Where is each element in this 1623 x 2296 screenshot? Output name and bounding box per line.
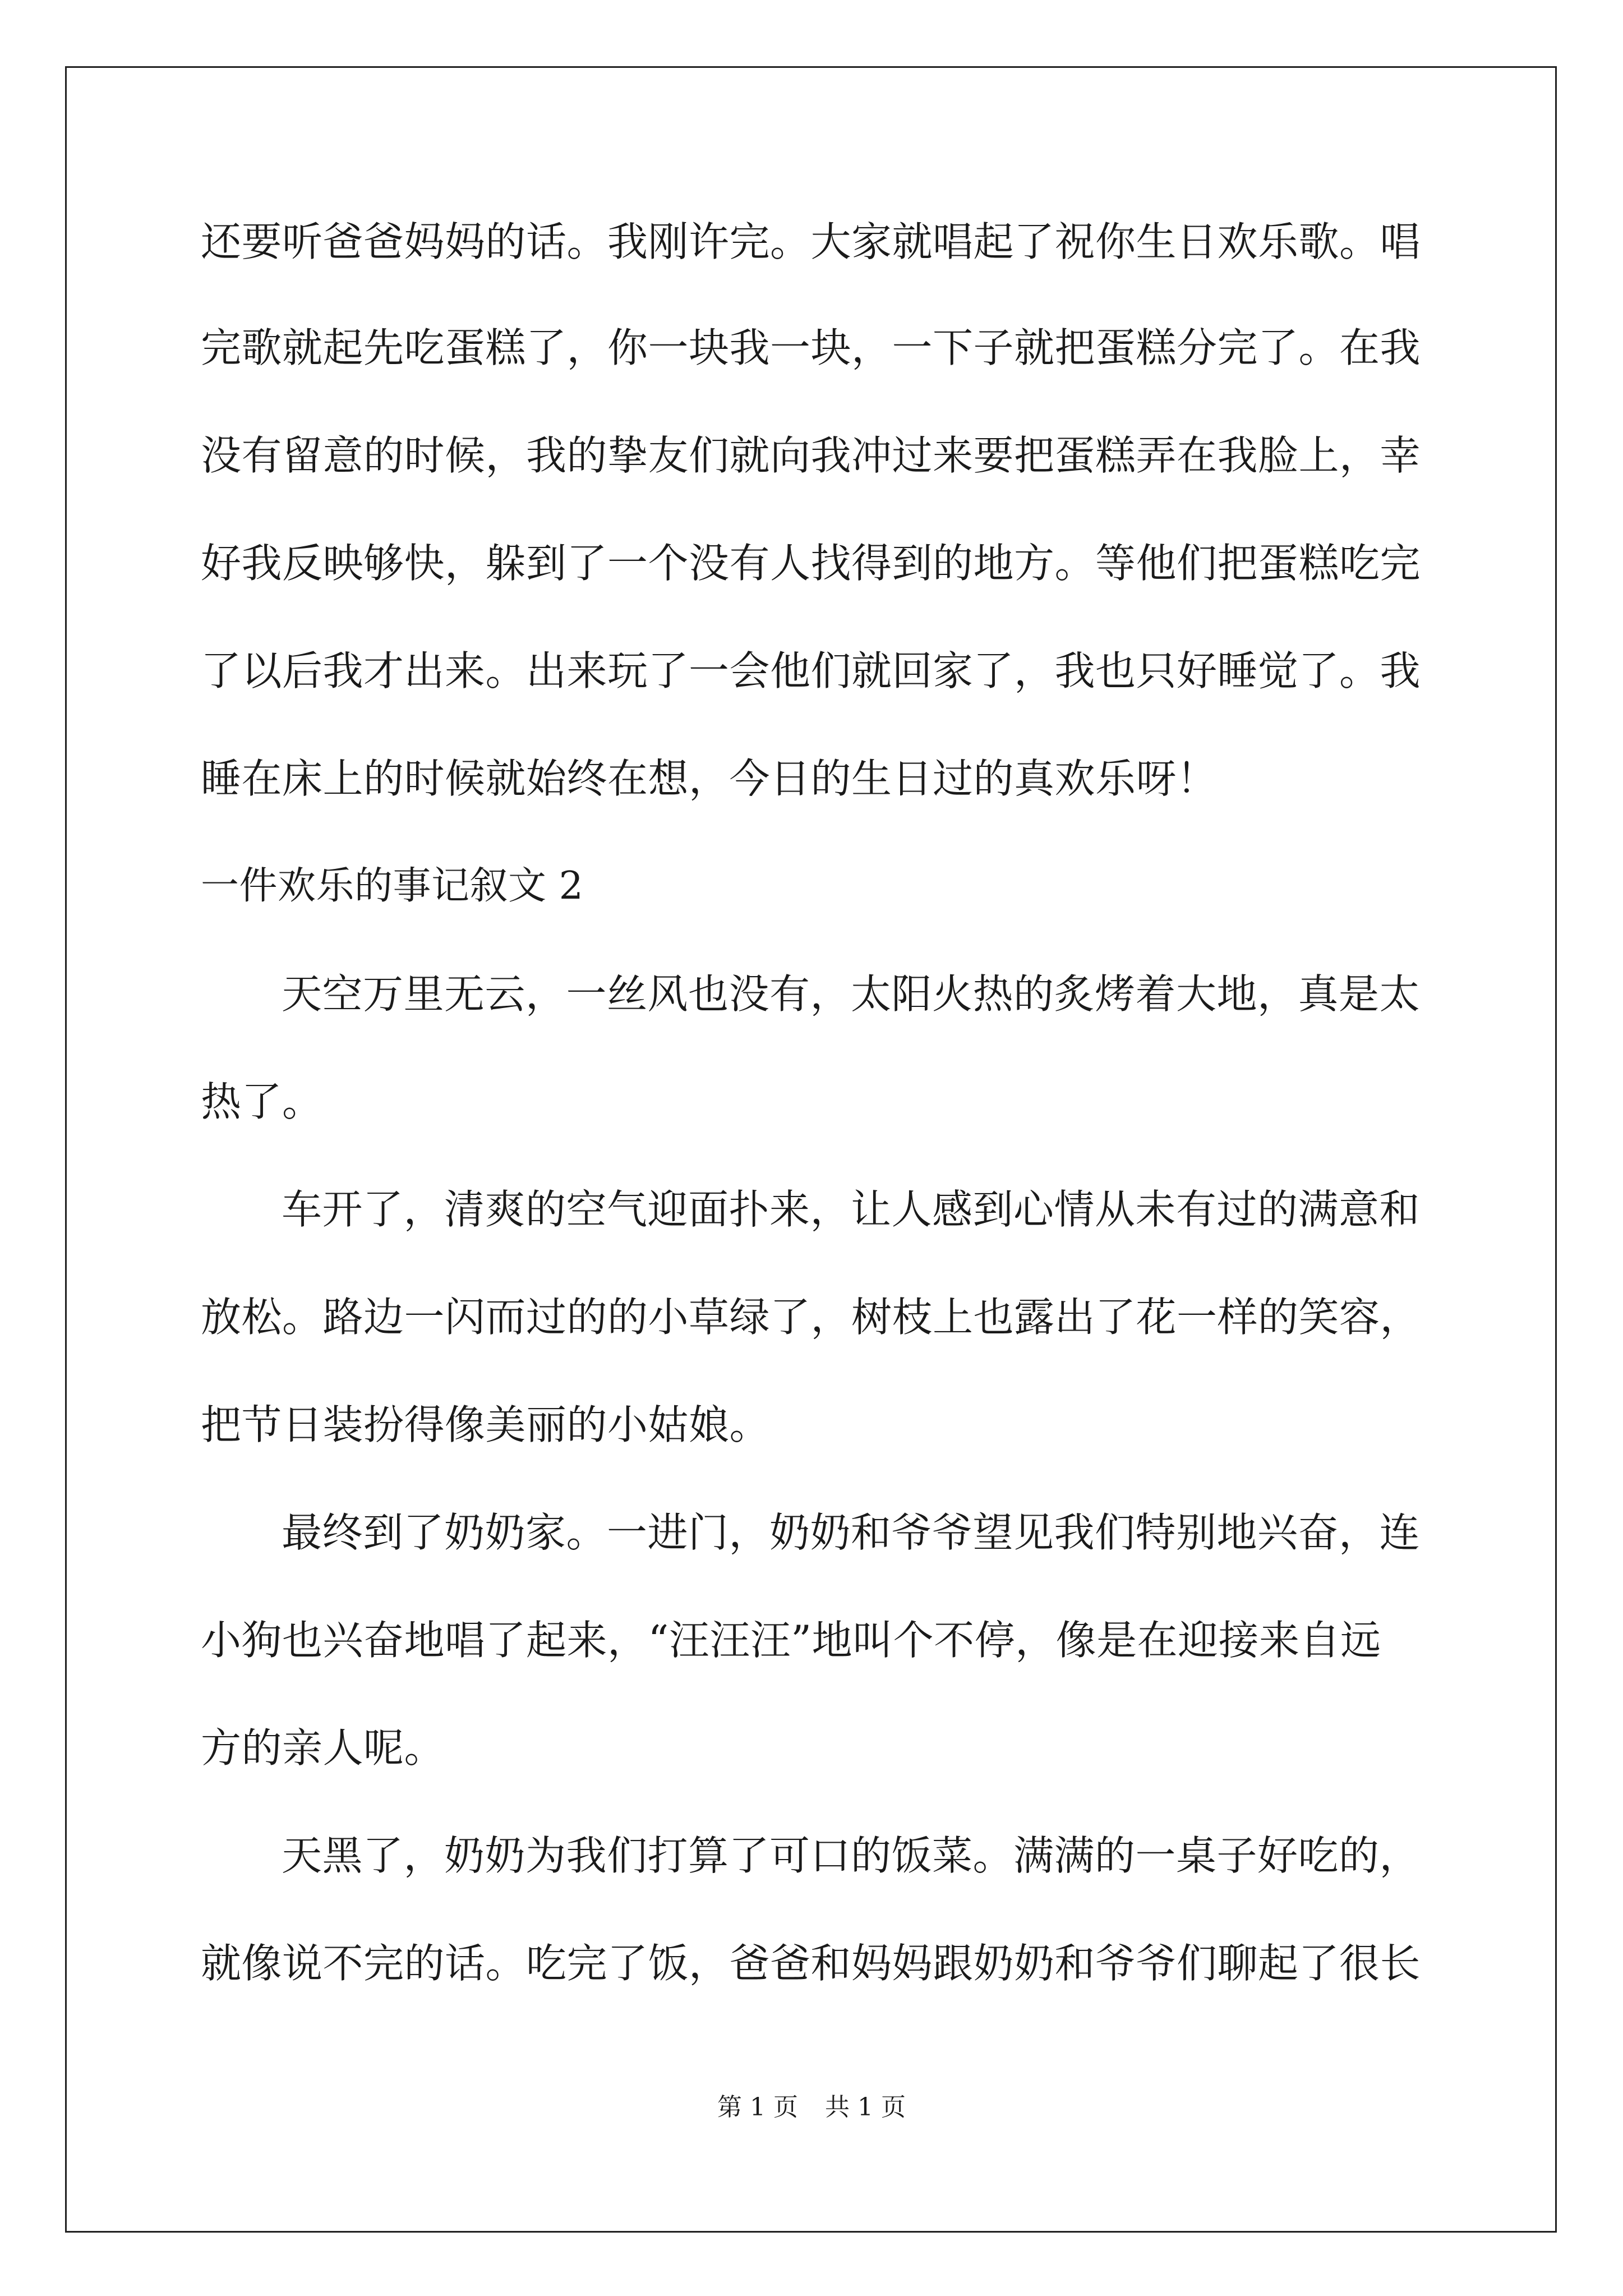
paragraph-line: 把节日装扮得像美丽的小姑娘。: [201, 1401, 771, 1448]
page-footer: [0, 2095, 1623, 2120]
paragraph-line: 了以后我才出来。出来玩了一会他们就回家了，我也只好睡觉了。我: [201, 647, 1421, 694]
paragraph-line: 小狗也兴奋地唱了起来，“汪汪汪”地叫个不停，像是在迎接来自远: [201, 1617, 1381, 1664]
paragraph-line: 车开了，清爽的空气迎面扑来，让人感到心情从未有过的满意和: [282, 1186, 1421, 1233]
section-heading: 一件欢乐的事记叙文 2: [201, 864, 584, 908]
page-number: 第 1 页: [717, 2093, 798, 2122]
paragraph-line: 睡在床上的时候就始终在想，今日的生日过的真欢乐呀！: [201, 755, 1218, 802]
paragraph-line: 天黑了，奶奶为我们打算了可口的饭菜。满满的一桌子好吃的，: [282, 1832, 1421, 1879]
paragraph-line: 没有留意的时候，我的挚友们就向我冲过来要把蛋糕弄在我脸上，幸: [201, 432, 1421, 479]
paragraph-line: 最终到了奶奶家。一进门，奶奶和爷爷望见我们特别地兴奋，连: [282, 1509, 1421, 1556]
paragraph-line: 好我反映够快，躲到了一个没有人找得到的地方。等他们把蛋糕吃完: [201, 540, 1421, 587]
paragraph-line: 天空万里无云，一丝风也没有，太阳火热的炙烤着大地，真是太: [282, 970, 1421, 1018]
paragraph-line: 完歌就起先吃蛋糕了，你一块我一块，一下子就把蛋糕分完了。在我: [201, 324, 1421, 371]
document-body: [201, 218, 1429, 2051]
paragraph-line: 热了。: [201, 1078, 323, 1125]
page-total: 共 1 页: [825, 2093, 906, 2122]
paragraph-line: 方的亲人呢。: [201, 1724, 445, 1772]
paragraph-line: 放松。路边一闪而过的的小草绿了，树枝上也露出了花一样的笑容，: [201, 1294, 1421, 1341]
paragraph-line: 还要听爸爸妈妈的话。我刚许完。大家就唱起了祝你生日欢乐歌。唱: [201, 218, 1421, 265]
paragraph-line: 就像说不完的话。吃完了饭，爸爸和妈妈跟奶奶和爷爷们聊起了很长: [201, 1940, 1421, 1987]
